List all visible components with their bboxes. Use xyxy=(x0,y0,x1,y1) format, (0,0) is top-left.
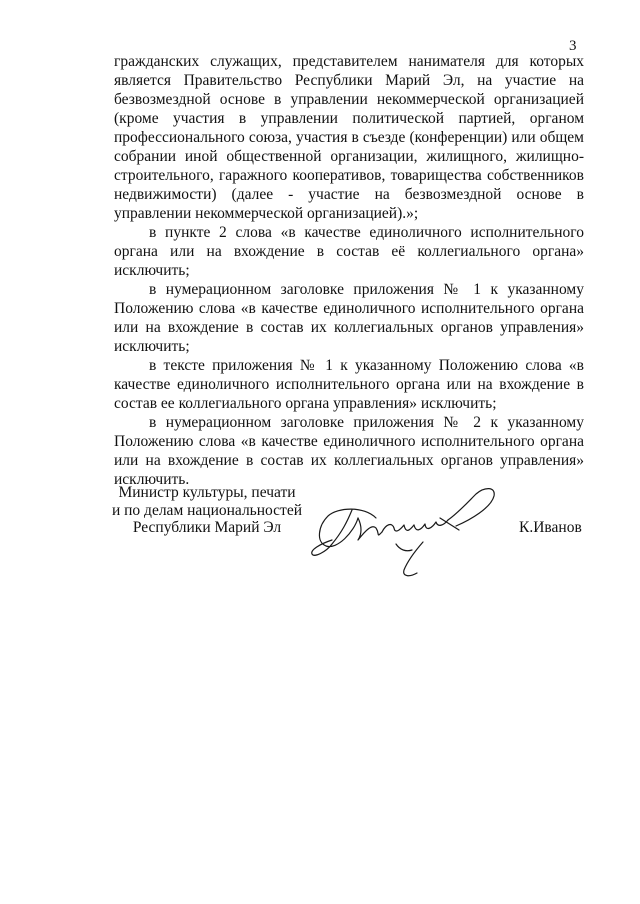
signer-title xyxy=(104,484,310,537)
paragraph-item-2: в пункте 2 слова «в качестве единоличного исполнительного органа или на вхождение в состав её коллегиального органа» исключить; xyxy=(114,224,584,279)
signer-title-line: и по делам национальностей xyxy=(111,501,303,519)
signer-name: К.Иванов xyxy=(519,519,582,536)
document-body xyxy=(114,52,584,489)
page-number: 3 xyxy=(569,38,577,54)
signature-block xyxy=(0,480,640,590)
paragraph-appendix-2-heading: в нумерационном заголовке приложения № 2 к указанному Положению слова «в качестве единоличного исполнительного органа или на вхождение в состав их коллегиальных органов управления» исключить. xyxy=(114,414,584,488)
paragraph-appendix-1-text: в тексте приложения № 1 к указанному Положению слова «в качестве единоличного исполнительного органа или на вхождение в состав ее коллегиального органа управления» исключить; xyxy=(114,357,584,412)
paragraph-continuation: гражданских служащих, представителем нанимателя для которых является Правительство Республики Марий Эл, на участие на безвозмездной основе в управлении некоммерческой организацией (кроме участия в управлении политической партией, органом профессионального союза, участия в съезде (конференции) или общем собрании иной общественной организации, жилищного, жилищно-строительного, гаражного кооперативов, товарищества собственников недвижимости) (далее - участие на безвозмездной основе в управлении некоммерческой организацией).»; xyxy=(114,53,584,222)
signer-title-line: Министр культуры, печати xyxy=(118,484,296,501)
handwritten-signature xyxy=(300,480,510,585)
signer-title-line: Республики Марий Эл xyxy=(132,519,282,536)
paragraph-appendix-1-heading: в нумерационном заголовке приложения № 1 к указанному Положению слова «в качестве единоличного исполнительного органа или на вхождение в состав их коллегиальных органов управления» исключить; xyxy=(114,281,584,355)
